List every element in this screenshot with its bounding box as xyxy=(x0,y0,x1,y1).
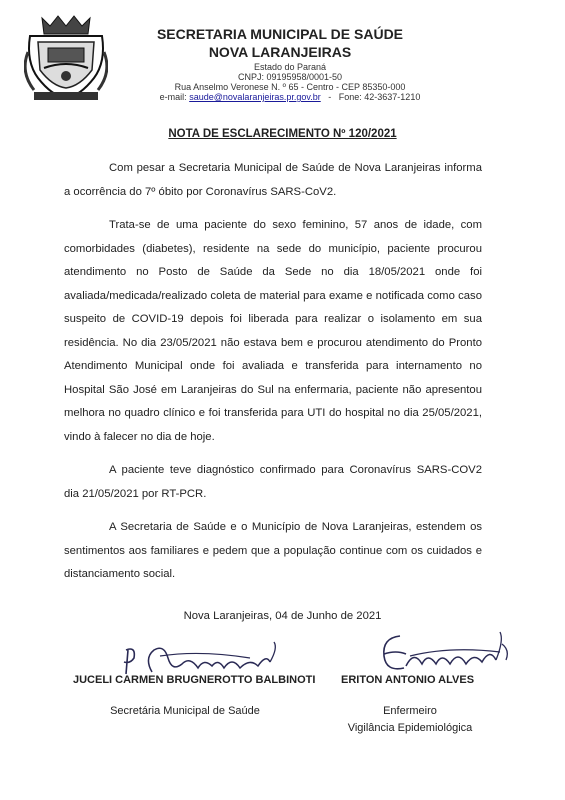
date-line: Nova Laranjeiras, 04 de Junho de 2021 xyxy=(183,610,382,622)
signatory-name-right: ERITON ANTONIO ALVES xyxy=(341,674,475,686)
signatory-role-left: Secretária Municipal de Saúde xyxy=(110,705,260,717)
signatory-role-right: Enfermeiro xyxy=(383,705,437,717)
signature-right-scribble xyxy=(370,626,530,681)
paragraph: Com pesar a Secretaria Municipal de Saúde de Nova Laranjeiras informa a ocorrência do 7º óbito por Coronavírus SARS-CoV2. xyxy=(64,162,482,198)
email-prefix: e-mail: xyxy=(159,92,187,102)
signatory-dept-right: Vigilância Epidemiológica xyxy=(347,722,473,734)
header-title: SECRETARIA MUNICIPAL DE SAÚDE xyxy=(156,26,404,42)
header-state: Estado do Paraná xyxy=(253,62,327,72)
header-contact xyxy=(100,92,480,102)
header-phone: Fone: 42-3637-1210 xyxy=(338,92,421,102)
header-address: Rua Anselmo Veronese N. º 65 - Centro - CEP 85350-000 xyxy=(174,82,406,92)
document-title: NOTA DE ESCLARECIMENTO Nº 120/2021 xyxy=(168,128,397,140)
signatory-name-left: JUCELI CARMEN BRUGNEROTTO BALBINOTI xyxy=(73,674,316,686)
email-link[interactable]: saude@novalaranjeiras.pr.gov.br xyxy=(189,92,321,102)
municipal-coat-of-arms-icon xyxy=(24,12,108,102)
contact-separator: - xyxy=(328,92,332,102)
document-body xyxy=(64,157,482,597)
paragraph: A Secretaria de Saúde e o Município de Nova Laranjeiras, estendem os sentimentos aos familiares e pedem que a população continue com os cuidados e distanciamento social. xyxy=(64,521,482,580)
paragraph: Trata-se de uma paciente do sexo feminino, 57 anos de idade, com comorbidades (diabetes), residente na sede do município, paciente procurou atendimento no Posto de Saúde da Sede no dia 18/05/2021 onde foi avaliada/medicada/realizado coleta de material para exame e notificada como caso suspeito de COVID-19 depois foi liberada para realizar o isolamento em sua residência. No dia 23/05/2021 não estava bem e procurou atendimento do Pronto Atendimento Municipal onde foi avaliada e transferida para internamento no Hospital São José em Laranjeiras do Sul na enfermaria, paciente não apresentou melhora no quadro clínico e foi transferida para UTI do hospital no dia 25/05/2021, vindo à falecer no dia de hoje. xyxy=(64,219,482,443)
header-cnpj: CNPJ: 09195958/0001-50 xyxy=(237,72,343,82)
header-subtitle: NOVA LARANJEIRAS xyxy=(208,44,352,60)
paragraph: A paciente teve diagnóstico confirmado para Coronavírus SARS-COV2 dia 21/05/2021 por RT-PCR. xyxy=(64,464,482,500)
